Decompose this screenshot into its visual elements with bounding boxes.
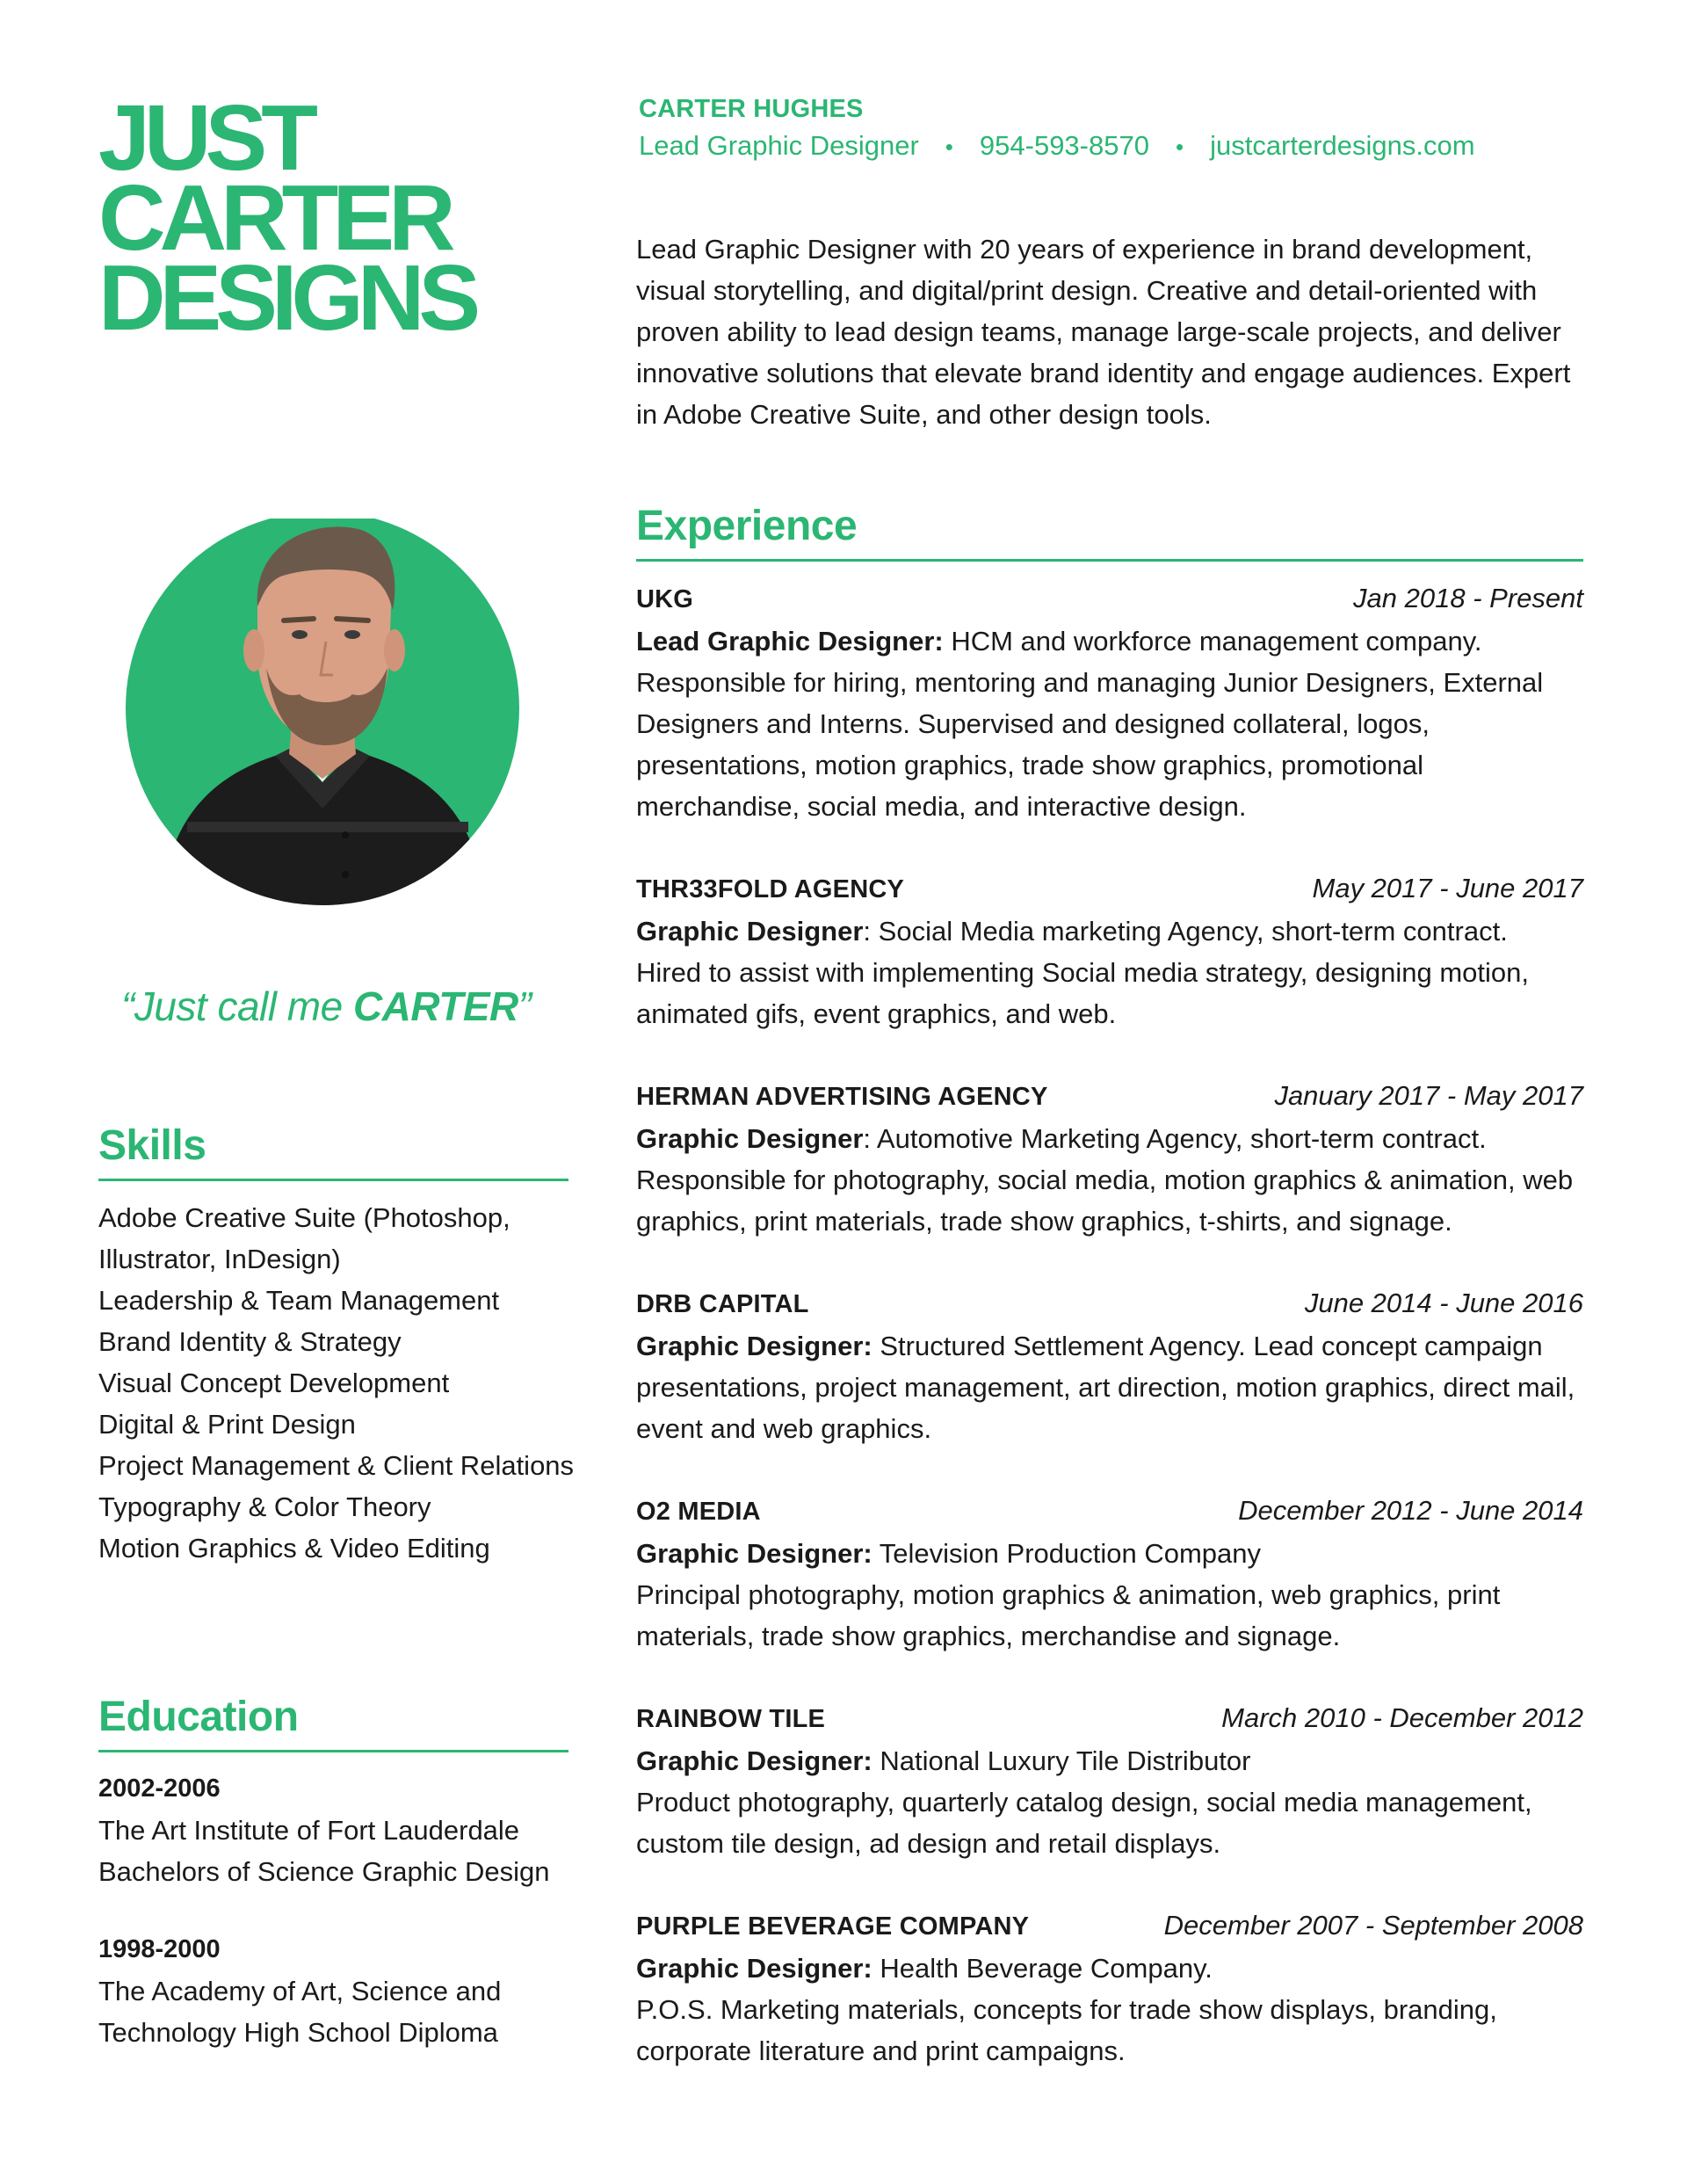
skill-item: Visual Concept Development bbox=[98, 1368, 450, 1398]
education-years: 2002-2006 bbox=[98, 1774, 221, 1803]
job-title: Lead Graphic Designer bbox=[639, 130, 919, 161]
company-description: HCM and workforce management company. bbox=[943, 626, 1482, 657]
role-details: Principal photography, motion graphics & animation, web graphics, print materials, trade show graphics, merchandise and signage. bbox=[636, 1579, 1501, 1651]
company-description: National Luxury Tile Distributor bbox=[872, 1745, 1251, 1776]
skill-item: Leadership & Team Management bbox=[98, 1285, 500, 1316]
company-name: RAINBOW TILE bbox=[636, 1705, 826, 1733]
skill-item: Illustrator, InDesign) bbox=[98, 1244, 341, 1274]
quote-prefix: “Just call me bbox=[121, 983, 353, 1029]
avatar bbox=[126, 519, 519, 905]
quote-suffix: ” bbox=[518, 983, 532, 1029]
quote-name: CARTER bbox=[352, 983, 518, 1029]
company-description: Health Beverage Company. bbox=[872, 1953, 1213, 1984]
education-section bbox=[98, 1692, 568, 2053]
employment-dates: March 2010 - December 2012 bbox=[1221, 1702, 1583, 1733]
company-description: : Automotive Marketing Agency, short-term contract. bbox=[863, 1123, 1487, 1154]
logo-line: CARTER bbox=[98, 166, 450, 270]
experience-entry bbox=[636, 1282, 1583, 1449]
brand-logo bbox=[98, 86, 555, 350]
education-school: The Art Institute of Fort Lauderdale bbox=[98, 1815, 520, 1846]
company-name: PURPLE BEVERAGE COMPANY bbox=[636, 1912, 1030, 1941]
company-name: UKG bbox=[636, 585, 694, 613]
skills-section bbox=[98, 1121, 575, 1569]
phone-number[interactable]: 954-593-8570 bbox=[979, 130, 1149, 161]
separator-dot: • bbox=[1175, 134, 1184, 160]
separator-dot: • bbox=[945, 134, 953, 160]
skills-list bbox=[98, 1197, 575, 1569]
role-details: P.O.S. Marketing materials, concepts for trade show displays, branding, corporate literature and print campaigns. bbox=[636, 1994, 1497, 2066]
education-degree: Bachelors of Science Graphic Design bbox=[98, 1856, 550, 1887]
logo-line: DESIGNS bbox=[98, 246, 475, 350]
skill-item: Project Management & Client Relations bbox=[98, 1450, 575, 1481]
experience-entry bbox=[636, 1905, 1583, 2072]
experience-section bbox=[636, 501, 1583, 2072]
logo-line: JUST bbox=[98, 86, 312, 190]
experience-entry bbox=[636, 577, 1583, 827]
company-name: THR33FOLD AGENCY bbox=[636, 875, 905, 903]
role-details: Responsible for hiring, mentoring and managing Junior Designers, External Designers and Interns. Supervised and designed collateral, logos, presentations, motion graphics, trade show graphics, promotional merchandise, social media, and interactive design. bbox=[636, 667, 1544, 822]
role-title: Graphic Designer: bbox=[636, 1331, 872, 1361]
employment-dates: December 2012 - June 2014 bbox=[1238, 1495, 1583, 1526]
skill-item: Motion Graphics & Video Editing bbox=[98, 1533, 490, 1564]
experience-entry bbox=[636, 867, 1583, 1034]
person-name: CARTER HUGHES bbox=[639, 95, 864, 123]
education-school: The Academy of Art, Science and bbox=[98, 1976, 502, 2006]
employment-dates: June 2014 - June 2016 bbox=[1304, 1288, 1583, 1318]
role-title: Graphic Designer bbox=[636, 1123, 864, 1154]
role-details: Hired to assist with implementing Social media strategy, designing motion, animated gifs, event graphics, and web. bbox=[636, 957, 1530, 1029]
skill-item: Adobe Creative Suite (Photoshop, bbox=[98, 1202, 510, 1233]
experience-entry bbox=[636, 1490, 1583, 1657]
company-name: O2 MEDIA bbox=[636, 1498, 761, 1526]
role-title: Graphic Designer: bbox=[636, 1745, 872, 1776]
education-years: 1998-2000 bbox=[98, 1935, 221, 1963]
employment-dates: December 2007 - September 2008 bbox=[1163, 1910, 1583, 1941]
experience-entry bbox=[636, 1075, 1583, 1242]
company-name: DRB CAPITAL bbox=[636, 1290, 809, 1318]
experience-entry bbox=[636, 1697, 1583, 1864]
skills-heading: Skills bbox=[98, 1121, 568, 1181]
tagline-quote bbox=[121, 983, 578, 1030]
employment-dates: Jan 2018 - Present bbox=[1353, 583, 1583, 613]
experience-heading: Experience bbox=[636, 501, 1583, 562]
profile-summary: Lead Graphic Designer with 20 years of experience in brand development, visual storytelling, and digital/print design. Creative and detail-oriented with proven ability to lead design teams, manage large-scale projects, and deliver innovative solutions that elevate brand identity and engage audiences. Expert in Adobe Creative Suite, and other design tools. bbox=[636, 234, 1571, 430]
employment-dates: May 2017 - June 2017 bbox=[1312, 873, 1583, 903]
education-entry bbox=[98, 1929, 568, 2053]
company-description: Structured Settlement Agency. Lead concept campaign presentations, project management, art direction, motion graphics, direct mail, event and web graphics. bbox=[636, 1331, 1575, 1444]
education-entry bbox=[98, 1768, 568, 1892]
company-name: HERMAN ADVERTISING AGENCY bbox=[636, 1083, 1048, 1111]
education-heading: Education bbox=[98, 1692, 568, 1752]
role-title: Lead Graphic Designer: bbox=[636, 626, 944, 657]
contact-line bbox=[639, 130, 1475, 162]
skill-item: Digital & Print Design bbox=[98, 1409, 356, 1440]
role-title: Graphic Designer: bbox=[636, 1953, 872, 1984]
skill-item: Brand Identity & Strategy bbox=[98, 1326, 402, 1357]
employment-dates: January 2017 - May 2017 bbox=[1274, 1080, 1583, 1111]
company-description: : Social Media marketing Agency, short-term contract. bbox=[863, 916, 1508, 947]
role-title: Graphic Designer: bbox=[636, 1538, 872, 1569]
profile-photo bbox=[126, 519, 519, 905]
company-description: Television Production Company bbox=[872, 1538, 1262, 1569]
education-degree: Technology High School Diploma bbox=[98, 2017, 498, 2048]
role-details: Responsible for photography, social media, motion graphics & animation, web graphics, print materials, trade show graphics, t-shirts, and signage. bbox=[636, 1165, 1574, 1237]
role-title: Graphic Designer bbox=[636, 916, 864, 947]
skill-item: Typography & Color Theory bbox=[98, 1491, 431, 1522]
website-link[interactable]: justcarterdesigns.com bbox=[1210, 130, 1475, 161]
role-details: Product photography, quarterly catalog design, social media management, custom tile design, ad design and retail displays. bbox=[636, 1787, 1532, 1859]
